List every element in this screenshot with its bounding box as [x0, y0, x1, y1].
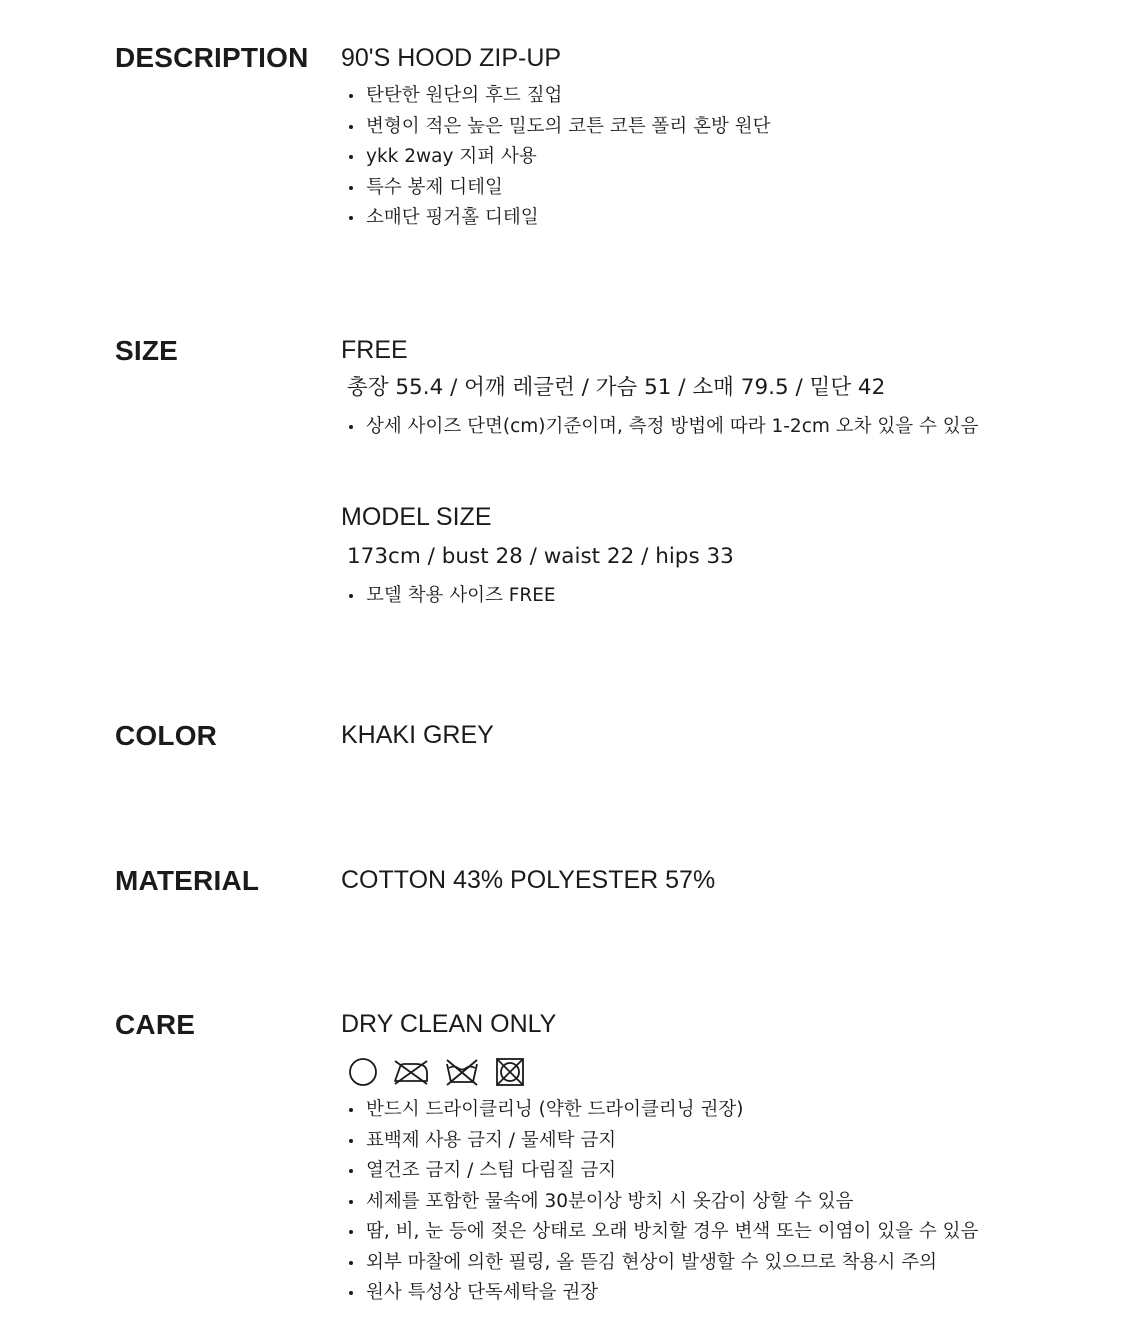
description-bullet: 특수 봉제 디테일	[347, 176, 770, 207]
care-bullet: 세제를 포함한 물속에 30분이상 방치 시 옷감이 상할 수 있음	[347, 1190, 978, 1221]
no-tumble-dry-icon	[494, 1057, 526, 1087]
bullet-dot	[349, 94, 353, 98]
bullet-dot	[349, 594, 353, 598]
model-size-title: MODEL SIZE	[341, 503, 492, 531]
color-label: COLOR	[115, 720, 218, 751]
model-note: 모델 착용 사이즈 FREE	[347, 584, 556, 615]
size-free-spec: 총장 55.4 / 어깨 레글런 / 가슴 51 / 소매 79.5 / 밑단 42	[347, 375, 886, 400]
color-value: KHAKI GREY	[341, 721, 494, 749]
bullet-dot	[349, 425, 353, 429]
bullet-dot	[349, 1200, 353, 1204]
size-note: 상세 사이즈 단면(cm)기준이며, 측정 방법에 따라 1-2cm 오차 있을 수 있음	[347, 415, 979, 446]
dry-clean-circle-icon	[348, 1057, 378, 1087]
model-size-spec: 173cm / bust 28 / waist 22 / hips 33	[347, 544, 734, 569]
bullet-dot	[349, 1261, 353, 1265]
size-free-title: FREE	[341, 336, 408, 364]
product-title: 90'S HOOD ZIP-UP	[341, 44, 562, 72]
bullet-dot	[349, 1108, 353, 1112]
care-bullet: 원사 특성상 단독세탁을 권장	[347, 1281, 978, 1312]
description-bullet-list	[347, 84, 770, 237]
material-label: MATERIAL	[115, 865, 260, 896]
material-value: COTTON 43% POLYESTER 57%	[341, 866, 716, 894]
care-icon-row	[348, 1057, 540, 1087]
care-bullet: 땀, 비, 눈 등에 젖은 상태로 오래 방치할 경우 변색 또는 이염이 있을 수 있음	[347, 1220, 978, 1251]
bullet-dot	[349, 1230, 353, 1234]
care-bullet: 표백제 사용 금지 / 물세탁 금지	[347, 1129, 978, 1160]
description-bullet: ykk 2way 지퍼 사용	[347, 145, 770, 176]
care-bullet-list	[347, 1098, 978, 1312]
care-bullet: 열건조 금지 / 스팀 다림질 금지	[347, 1159, 978, 1190]
description-bullet: 변형이 적은 높은 밀도의 코튼 코튼 폴리 혼방 원단	[347, 115, 770, 146]
care-label: CARE	[115, 1009, 196, 1040]
bullet-dot	[349, 216, 353, 220]
description-label: DESCRIPTION	[115, 42, 309, 73]
bullet-dot	[349, 1291, 353, 1295]
model-note-list	[347, 584, 556, 615]
care-bullet: 외부 마찰에 의한 필링, 올 뜯김 현상이 발생할 수 있으므로 착용시 주의	[347, 1251, 978, 1282]
care-bullet: 반드시 드라이클리닝 (약한 드라이클리닝 권장)	[347, 1098, 978, 1129]
bullet-dot	[349, 125, 353, 129]
size-note-list	[347, 415, 979, 446]
care-title: DRY CLEAN ONLY	[341, 1010, 557, 1038]
bullet-dot	[349, 186, 353, 190]
no-iron-icon	[392, 1057, 430, 1087]
no-wash-icon	[444, 1057, 480, 1087]
bullet-dot	[349, 155, 353, 159]
description-bullet: 탄탄한 원단의 후드 짚업	[347, 84, 770, 115]
size-label: SIZE	[115, 335, 179, 366]
bullet-dot	[349, 1169, 353, 1173]
description-bullet: 소매단 핑거홀 디테일	[347, 206, 770, 237]
bullet-dot	[349, 1139, 353, 1143]
